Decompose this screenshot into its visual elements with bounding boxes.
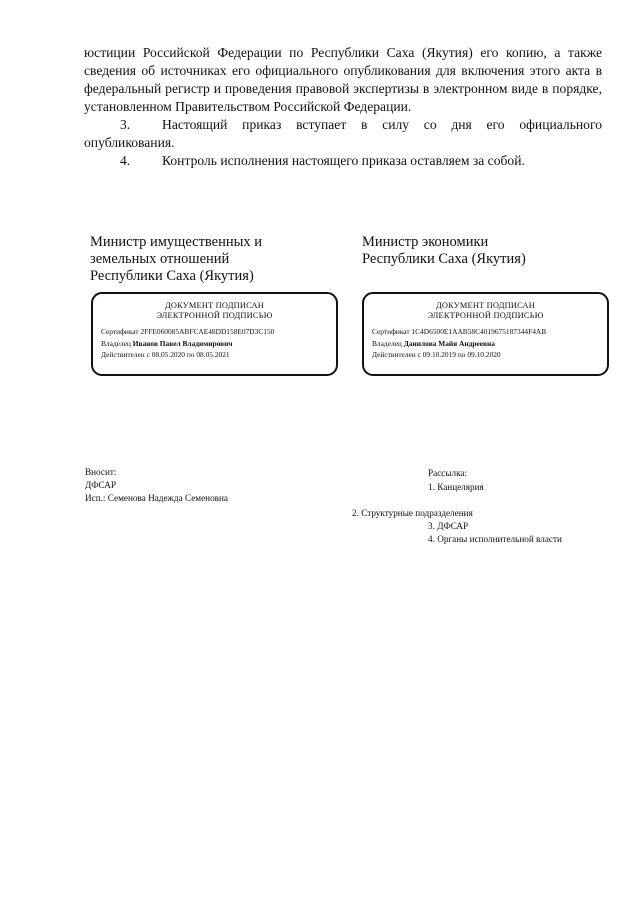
stamp-owner-row (93, 338, 336, 350)
stamp-title: ДОКУМЕНТ ПОДПИСАН (164, 301, 265, 310)
distribution-item: 3. ДФСАР (428, 521, 469, 531)
submitted-by-label: Вносит: (85, 467, 117, 477)
distribution-label: Рассылка: (428, 468, 468, 478)
stamp-owner-row (364, 338, 607, 350)
list-item-number: 3. (120, 117, 131, 132)
e-signature-stamp-right (362, 292, 609, 376)
paragraph-continuation: юстиции Российской Федерации по Республики Саха (Якутия) его копию, а также сведения об источниках его официального опубликования для включения этого акта в федеральный регистр и проведения правовой экспертизы в электронном виде в порядке, установленном Правительством Российской Федерации. (84, 45, 602, 114)
stamp-validity: Действителен с 08.05.2020 по 08.05.2021 (101, 350, 230, 359)
list-item-3 (84, 116, 602, 152)
signer-title-line: земельных отношений (90, 251, 230, 267)
list-item-number: 4. (120, 153, 131, 168)
stamp-validity: Действителен с 09.10.2019 по 09.10.2020 (372, 350, 501, 359)
stamp-title: ДОКУМЕНТ ПОДПИСАН (435, 301, 536, 310)
stamp-subtitle: ЭЛЕКТРОННОЙ ПОДПИСЬЮ (427, 311, 544, 320)
signer-title-line: Республики Саха (Якутия) (90, 268, 254, 284)
stamp-subtitle: ЭЛЕКТРОННОЙ ПОДПИСЬЮ (156, 311, 273, 320)
list-item-text: Контроль исполнения настоящего приказа оставляем за собой. (162, 153, 525, 168)
list-item-text: Настоящий приказ вступает в силу со дня его официального опубликования. (84, 117, 602, 150)
stamp-certificate: Сертификат 1C4D6500E1AAB58C4019675187344F4AB (372, 327, 547, 336)
signer-title-line: Министр экономики (362, 234, 489, 250)
list-item-4 (84, 152, 602, 170)
executor-line: Исп.: Семенова Надежда Семеновна (85, 493, 229, 503)
stamp-owner-name: Данилова Майя Андреевна (403, 338, 495, 348)
stamp-owner-label: Владелец (101, 338, 131, 348)
signer-title-line: Республики Саха (Якутия) (362, 251, 526, 267)
signer-title-line: Министр имущественных и (90, 234, 263, 250)
stamp-owner-label: Владелец (372, 338, 402, 348)
submitted-by-dept: ДФСАР (85, 480, 116, 490)
document-body (84, 44, 602, 170)
signer-right (362, 234, 526, 268)
distribution-item: 2. Структурные подразделения (352, 508, 473, 518)
e-signature-stamp-left (91, 292, 338, 376)
signer-left (90, 234, 262, 285)
distribution-item: 1. Канцелярия (428, 482, 484, 492)
stamp-certificate: Сертификат 2FFE060085ABFCAE48DD158E07D3C150 (101, 327, 275, 336)
stamp-owner-name: Иванов Павел Владимирович (132, 338, 233, 348)
distribution-item: 4. Органы исполнительной власти (428, 534, 562, 544)
